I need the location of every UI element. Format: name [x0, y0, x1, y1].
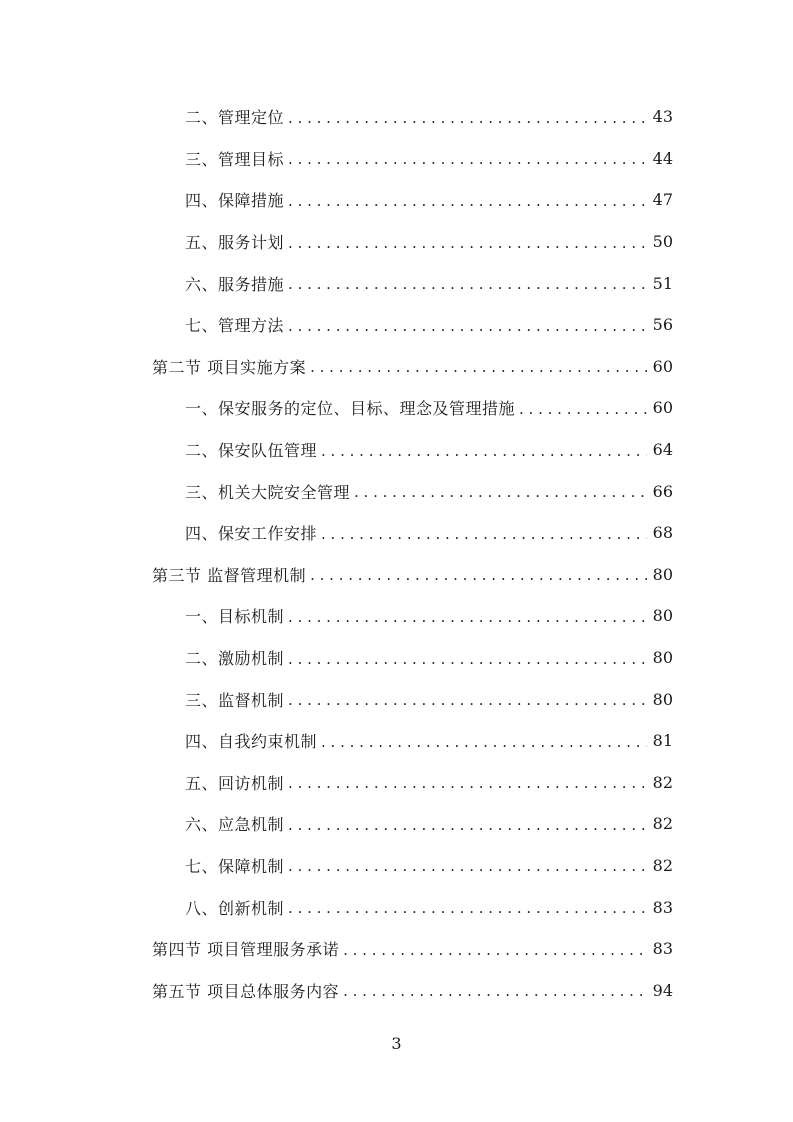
toc-entry-page: 51 [652, 273, 673, 293]
toc-dot-leader [288, 650, 647, 668]
toc-dot-leader [321, 442, 647, 460]
toc-entry[interactable] [0, 637, 793, 679]
toc-dot-leader [288, 192, 647, 210]
toc-entry-page: 80 [652, 689, 673, 709]
toc-entry-page: 47 [652, 190, 673, 210]
toc-entry-page: 80 [652, 564, 673, 584]
toc-entry-title: 一、目标机制 [185, 607, 285, 627]
toc-entry-title: 一、保安服务的定位、目标、理念及管理措施 [185, 399, 516, 419]
toc-entry[interactable] [0, 512, 793, 554]
toc-dot-leader [310, 566, 647, 584]
toc-entry-title: 二、激励机制 [185, 649, 285, 669]
toc-entry-title: 四、保障措施 [185, 191, 285, 211]
toc-entry-title: 四、自我约束机制 [185, 732, 318, 752]
toc-entry-title: 二、保安队伍管理 [185, 441, 318, 461]
toc-entry-page: 66 [652, 481, 673, 501]
toc-dot-leader [310, 358, 647, 376]
toc-entry-title: 七、管理方法 [185, 316, 285, 336]
toc-dot-leader [288, 317, 647, 335]
toc-entry-title: 七、保障机制 [185, 856, 285, 876]
toc-entry-page: 64 [652, 440, 673, 460]
toc-dot-leader [343, 941, 647, 959]
toc-section-entry[interactable] [0, 928, 793, 970]
toc-entry-page: 83 [652, 897, 673, 917]
toc-entry[interactable] [0, 304, 793, 346]
toc-dot-leader [288, 275, 647, 293]
toc-dot-leader [288, 150, 647, 168]
toc-dot-leader [288, 234, 647, 252]
toc-entry[interactable] [0, 470, 793, 512]
toc-entry[interactable] [0, 762, 793, 804]
toc-dot-leader [288, 857, 647, 875]
toc-entry-page: 94 [652, 980, 673, 1000]
toc-dot-leader [288, 109, 647, 127]
toc-entry-title: 八、创新机制 [185, 898, 285, 918]
toc-entry-page: 83 [652, 939, 673, 959]
toc-entry-title: 第二节 项目实施方案 [152, 357, 307, 377]
toc-entry-page: 82 [652, 772, 673, 792]
toc-entry-page: 50 [652, 232, 673, 252]
toc-dot-leader [321, 525, 647, 543]
toc-entry-page: 82 [652, 814, 673, 834]
toc-entry-title: 第四节 项目管理服务承诺 [152, 940, 340, 960]
toc-entry-page: 81 [652, 731, 673, 751]
toc-entry-title: 六、应急机制 [185, 815, 285, 835]
toc-dot-leader [288, 816, 647, 834]
toc-entry-title: 六、服务措施 [185, 274, 285, 294]
toc-entry-page: 44 [652, 148, 673, 168]
toc-entry[interactable] [0, 387, 793, 429]
toc-entry[interactable] [0, 262, 793, 304]
toc-dot-leader [288, 608, 647, 626]
toc-section-entry[interactable] [0, 554, 793, 596]
toc-entry[interactable] [0, 720, 793, 762]
toc-entry[interactable] [0, 803, 793, 845]
toc-entry-page: 68 [652, 523, 673, 543]
toc-entry[interactable] [0, 429, 793, 471]
toc-entry-title: 四、保安工作安排 [185, 524, 318, 544]
toc-entry[interactable] [0, 96, 793, 138]
toc-entry[interactable] [0, 179, 793, 221]
toc-entry[interactable] [0, 886, 793, 928]
toc-entry-title: 五、回访机制 [185, 773, 285, 793]
toc-entry-page: 80 [652, 606, 673, 626]
toc-entry[interactable] [0, 595, 793, 637]
toc-entry-page: 60 [652, 356, 673, 376]
toc-dot-leader [288, 774, 647, 792]
toc-entry-title: 三、机关大院安全管理 [185, 482, 351, 502]
toc-dot-leader [519, 400, 647, 418]
toc-entry-title: 五、服务计划 [185, 233, 285, 253]
toc-entry[interactable] [0, 678, 793, 720]
page-number: 3 [391, 1034, 402, 1053]
toc-entry-title: 二、管理定位 [185, 108, 285, 128]
toc-entry[interactable] [0, 845, 793, 887]
toc-dot-leader [288, 899, 647, 917]
toc-entry-title: 第五节 项目总体服务内容 [152, 981, 340, 1001]
toc-entry-title: 三、监督机制 [185, 690, 285, 710]
toc-entry[interactable] [0, 138, 793, 180]
toc-entry-page: 60 [652, 398, 673, 418]
toc-dot-leader [288, 691, 647, 709]
toc-entry-title: 三、管理目标 [185, 149, 285, 169]
toc-entry[interactable] [0, 221, 793, 263]
toc-entry-title: 第三节 监督管理机制 [152, 565, 307, 585]
table-of-contents [0, 96, 793, 1011]
toc-entry-page: 43 [652, 107, 673, 127]
toc-entry-page: 80 [652, 648, 673, 668]
toc-dot-leader [343, 982, 647, 1000]
toc-entry-page: 56 [652, 315, 673, 335]
toc-section-entry[interactable] [0, 969, 793, 1011]
toc-dot-leader [321, 733, 647, 751]
toc-entry-page: 82 [652, 855, 673, 875]
toc-dot-leader [354, 483, 647, 501]
toc-section-entry[interactable] [0, 346, 793, 388]
